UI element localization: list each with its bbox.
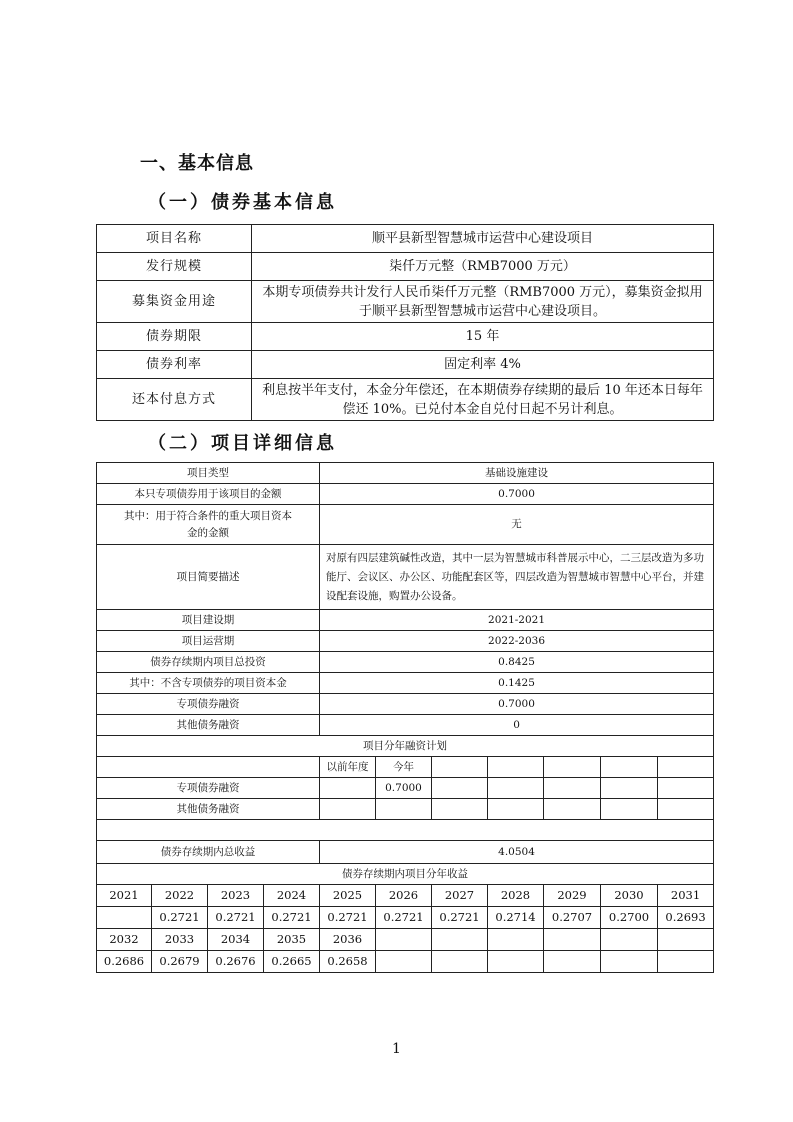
empty-cell [97, 820, 714, 841]
empty-cell [432, 951, 488, 973]
row-label: 本只专项债券用于该项目的金额 [97, 484, 320, 505]
row-label: 其他债务融资 [97, 715, 320, 736]
income-cell: 0.2721 [208, 907, 264, 929]
table-row [97, 631, 714, 652]
empty-cell [376, 799, 432, 820]
income-cell: 0.2679 [152, 951, 208, 973]
bond-info-heading: （一）债券基本信息 [148, 192, 337, 213]
empty-cell [432, 929, 488, 951]
empty-cell [97, 757, 320, 778]
row-value: 0.1425 [320, 673, 714, 694]
table-row [97, 885, 714, 907]
row-value: 柒仟万元整（RMB7000 万元） [252, 253, 714, 281]
financing-plan-title: 项目分年融资计划 [97, 736, 714, 757]
table-row [97, 736, 714, 757]
income-cell: 0.2686 [97, 951, 152, 973]
row-label: 还本付息方式 [97, 379, 252, 421]
table-row [97, 545, 714, 610]
table-row [97, 929, 714, 951]
row-label: 专项债券融资 [97, 694, 320, 715]
empty-cell [432, 799, 488, 820]
empty-cell [658, 778, 714, 799]
annual-income-title: 债券存续期内项目分年收益 [97, 864, 714, 885]
table-row [97, 351, 714, 379]
table-row [97, 907, 714, 929]
income-cell: 0.2714 [488, 907, 544, 929]
year-cell: 2031 [658, 885, 714, 907]
row-label: 债券利率 [97, 351, 252, 379]
row-value: 无 [320, 505, 714, 545]
empty-cell [601, 778, 658, 799]
income-cell: 0.2721 [432, 907, 488, 929]
empty-cell [376, 929, 432, 951]
col-prev-year: 以前年度 [320, 757, 376, 778]
year-cell: 2029 [544, 885, 601, 907]
row-label: 债券存续期内总收益 [97, 841, 320, 864]
row-label: 项目名称 [97, 225, 252, 253]
income-cell: 0.2721 [152, 907, 208, 929]
project-detail-table [96, 462, 714, 973]
row-label: 其中：不含专项债券的项目资本金 [97, 673, 320, 694]
row-value: 0.8425 [320, 652, 714, 673]
table-row [97, 673, 714, 694]
year-cell: 2036 [320, 929, 376, 951]
row-label: 债券存续期内项目总投资 [97, 652, 320, 673]
row-label: 其他债务融资 [97, 799, 320, 820]
empty-cell [376, 951, 432, 973]
income-cell: 0.2707 [544, 907, 601, 929]
row-value: 固定利率 4% [252, 351, 714, 379]
income-cell: 0.2721 [376, 907, 432, 929]
empty-cell [601, 799, 658, 820]
year-cell: 2028 [488, 885, 544, 907]
row-value: 利息按半年支付，本金分年偿还，在本期债券存续期的最后 10 年还本日每年偿还 10%。已兑付本金自兑付日起不另计利息。 [252, 379, 714, 421]
row-value: 顺平县新型智慧城市运营中心建设项目 [252, 225, 714, 253]
table-row [97, 484, 714, 505]
year-cell: 2021 [97, 885, 152, 907]
table-row [97, 610, 714, 631]
table-row [97, 951, 714, 973]
col-this-year: 今年 [376, 757, 432, 778]
project-detail-heading: （二）项目详细信息 [148, 433, 337, 454]
table-row [97, 694, 714, 715]
income-cell: 0.2721 [320, 907, 376, 929]
row-value: 2021-2021 [320, 610, 714, 631]
income-cell: 0.2693 [658, 907, 714, 929]
row-label: 其中：用于符合条件的重大项目资本金的金额 [97, 505, 320, 545]
empty-cell [544, 757, 601, 778]
empty-cell [658, 799, 714, 820]
table-row [97, 715, 714, 736]
income-cell: 0.2700 [601, 907, 658, 929]
income-cell [97, 907, 152, 929]
row-value: 本期专项债券共计发行人民币柒仟万元整（RMB7000 万元），募集资金拟用于顺平县新型智慧城市运营中心建设项目。 [252, 281, 714, 323]
empty-cell [544, 951, 601, 973]
income-cell: 0.2676 [208, 951, 264, 973]
row-label: 项目简要描述 [97, 545, 320, 610]
empty-cell [488, 778, 544, 799]
row-value: 4.0504 [320, 841, 714, 864]
row-value: 0.7000 [320, 484, 714, 505]
year-cell: 2023 [208, 885, 264, 907]
empty-cell [488, 799, 544, 820]
table-row [97, 281, 714, 323]
year-cell: 2027 [432, 885, 488, 907]
bond-info-table [96, 224, 714, 421]
year-cell: 2034 [208, 929, 264, 951]
row-value: 0.7000 [376, 778, 432, 799]
empty-cell [432, 757, 488, 778]
income-cell: 0.2658 [320, 951, 376, 973]
row-label: 募集资金用途 [97, 281, 252, 323]
empty-cell [658, 757, 714, 778]
section-title: 一、基本信息 [140, 153, 254, 174]
row-label: 项目运营期 [97, 631, 320, 652]
page-number: 1 [392, 1041, 401, 1057]
row-value: 0 [320, 715, 714, 736]
year-cell: 2032 [97, 929, 152, 951]
empty-cell [488, 757, 544, 778]
row-label: 项目类型 [97, 463, 320, 484]
empty-cell [658, 929, 714, 951]
empty-cell [658, 951, 714, 973]
empty-cell [320, 799, 376, 820]
row-value: 对原有四层建筑碱性改造，其中一层为智慧城市科普展示中心，二三层改造为多功能厅、会议区、办公区、功能配套区等，四层改造为智慧城市智慧中心平台，并建设配套设施，购置办公设备。 [320, 545, 714, 610]
row-value: 2022-2036 [320, 631, 714, 652]
table-row [97, 652, 714, 673]
year-cell: 2025 [320, 885, 376, 907]
empty-cell [601, 951, 658, 973]
row-label: 发行规模 [97, 253, 252, 281]
row-label: 项目建设期 [97, 610, 320, 631]
empty-cell [601, 929, 658, 951]
empty-cell [601, 757, 658, 778]
table-row [97, 463, 714, 484]
year-cell: 2035 [264, 929, 320, 951]
year-cell: 2024 [264, 885, 320, 907]
empty-cell [488, 929, 544, 951]
table-row [97, 841, 714, 864]
empty-cell [432, 778, 488, 799]
table-row [97, 757, 714, 778]
empty-cell [544, 778, 601, 799]
table-row [97, 799, 714, 820]
table-row [97, 253, 714, 281]
table-row [97, 379, 714, 421]
empty-cell [320, 778, 376, 799]
year-cell: 2026 [376, 885, 432, 907]
table-row [97, 225, 714, 253]
row-value: 0.7000 [320, 694, 714, 715]
year-cell: 2033 [152, 929, 208, 951]
row-label: 专项债券融资 [97, 778, 320, 799]
table-row [97, 505, 714, 545]
table-row [97, 778, 714, 799]
empty-cell [544, 929, 601, 951]
income-cell: 0.2721 [264, 907, 320, 929]
income-cell: 0.2665 [264, 951, 320, 973]
row-value: 15 年 [252, 323, 714, 351]
empty-cell [488, 951, 544, 973]
table-row [97, 864, 714, 885]
table-row [97, 820, 714, 841]
row-label: 债券期限 [97, 323, 252, 351]
table-row [97, 323, 714, 351]
year-cell: 2030 [601, 885, 658, 907]
year-cell: 2022 [152, 885, 208, 907]
row-value: 基础设施建设 [320, 463, 714, 484]
empty-cell [544, 799, 601, 820]
